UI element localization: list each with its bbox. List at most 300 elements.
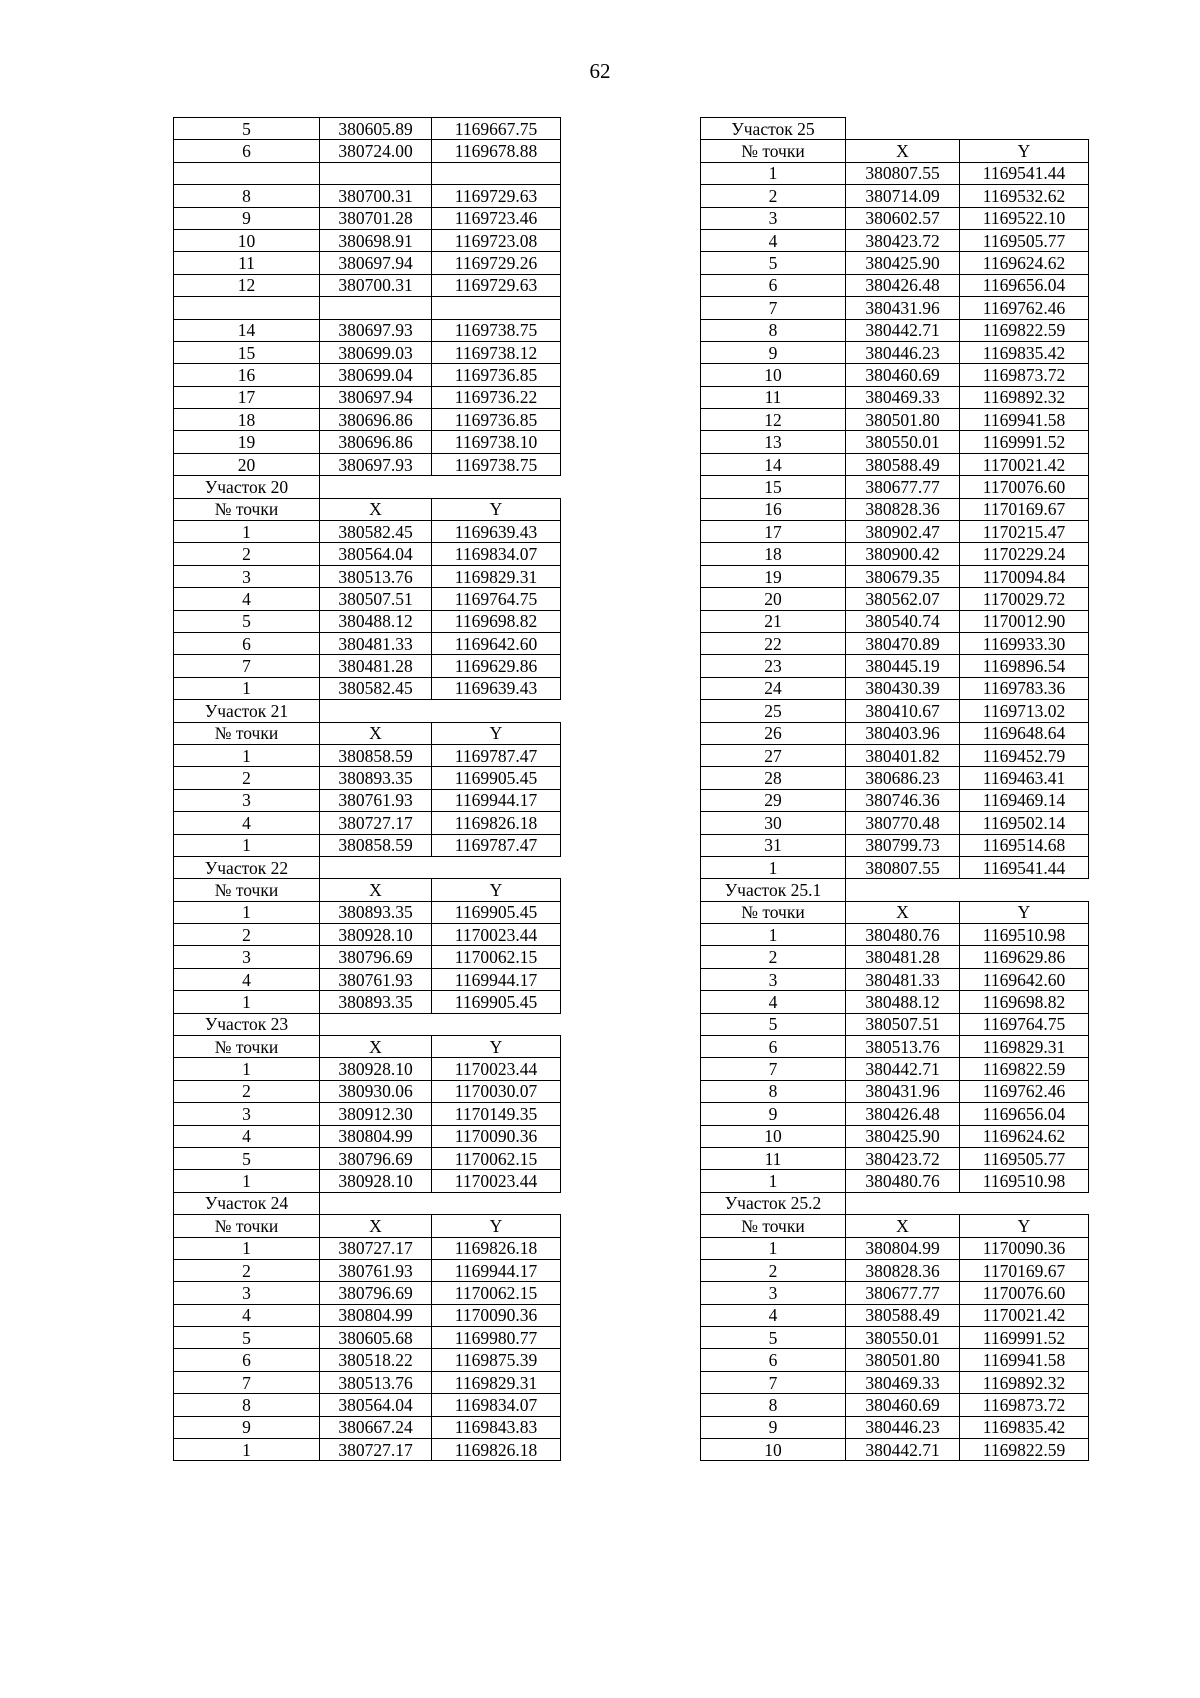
table-row (174, 409, 561, 431)
y-coordinate: 1169991.52 (960, 1327, 1089, 1349)
x-coordinate: 380930.06 (320, 1080, 432, 1102)
point-number: 3 (701, 968, 846, 990)
x-coordinate: 380425.90 (846, 1125, 960, 1147)
y-coordinate: 1170094.84 (960, 565, 1089, 587)
table-row (701, 409, 1089, 431)
coordinates-table-right (700, 117, 1089, 1461)
point-number: 2 (174, 924, 320, 946)
x-coordinate: 380446.23 (846, 1416, 960, 1438)
header-y: Y (432, 879, 561, 901)
x-coordinate: 380796.69 (320, 1147, 432, 1169)
header-y: Y (432, 722, 561, 744)
section-title: Участок 20 (174, 476, 320, 498)
section-title: Участок 24 (174, 1192, 320, 1214)
x-coordinate: 380799.73 (846, 834, 960, 856)
x-coordinate: 380426.48 (846, 1103, 960, 1125)
y-coordinate: 1169667.75 (432, 118, 561, 140)
y-coordinate: 1169678.88 (432, 140, 561, 162)
point-number: 29 (701, 789, 846, 811)
point-number: 7 (701, 1371, 846, 1393)
x-coordinate: 380807.55 (846, 856, 960, 878)
blank-cell (320, 476, 561, 498)
y-coordinate: 1169980.77 (432, 1327, 561, 1349)
point-number: 4 (174, 812, 320, 834)
table-row (174, 185, 561, 207)
y-coordinate: 1170149.35 (432, 1103, 561, 1125)
header-point-number: № точки (174, 879, 320, 901)
x-coordinate: 380430.39 (846, 677, 960, 699)
table-row (701, 1259, 1089, 1281)
point-number: 5 (174, 1147, 320, 1169)
x-coordinate: 380804.99 (846, 1237, 960, 1259)
x-coordinate: 380481.33 (846, 968, 960, 990)
table-row (701, 207, 1089, 229)
x-coordinate: 380602.57 (846, 207, 960, 229)
header-x: X (320, 1036, 432, 1058)
header-x: X (320, 722, 432, 744)
point-number: 7 (174, 1371, 320, 1393)
header-row (701, 901, 1089, 923)
x-coordinate: 380507.51 (320, 588, 432, 610)
table-row (701, 453, 1089, 475)
point-number: 3 (174, 946, 320, 968)
table-row (701, 744, 1089, 766)
y-coordinate: 1169783.36 (960, 677, 1089, 699)
y-coordinate: 1169843.83 (432, 1416, 561, 1438)
section-title-row (174, 856, 561, 878)
y-coordinate: 1169826.18 (432, 1439, 561, 1461)
y-coordinate: 1169502.14 (960, 812, 1089, 834)
x-coordinate: 380893.35 (320, 991, 432, 1013)
section-title-row (174, 700, 561, 722)
x-coordinate: 380893.35 (320, 901, 432, 923)
y-coordinate: 1169642.60 (432, 632, 561, 654)
x-coordinate: 380667.24 (320, 1416, 432, 1438)
header-x: X (320, 498, 432, 520)
y-coordinate: 1169729.63 (432, 274, 561, 296)
y-coordinate: 1169829.31 (432, 565, 561, 587)
table-row (174, 812, 561, 834)
y-coordinate: 1169698.82 (960, 991, 1089, 1013)
header-point-number: № точки (174, 722, 320, 744)
x-coordinate: 380796.69 (320, 946, 432, 968)
table-row (174, 1147, 561, 1169)
x-coordinate: 380564.04 (320, 543, 432, 565)
y-coordinate: 1169826.18 (432, 812, 561, 834)
x-coordinate: 380796.69 (320, 1282, 432, 1304)
header-row (174, 1215, 561, 1237)
x-coordinate: 380582.45 (320, 521, 432, 543)
y-coordinate: 1169738.75 (432, 319, 561, 341)
x-coordinate: 380696.86 (320, 409, 432, 431)
y-coordinate: 1169648.64 (960, 722, 1089, 744)
x-coordinate: 380469.33 (846, 386, 960, 408)
table-row (701, 1080, 1089, 1102)
x-coordinate: 380518.22 (320, 1349, 432, 1371)
blank-cell (320, 1192, 561, 1214)
table-row (701, 1416, 1089, 1438)
x-coordinate: 380403.96 (846, 722, 960, 744)
y-coordinate: 1169873.72 (960, 364, 1089, 386)
y-coordinate: 1169905.45 (432, 991, 561, 1013)
x-coordinate: 380431.96 (846, 297, 960, 319)
point-number: 12 (701, 409, 846, 431)
x-coordinate: 380513.76 (320, 565, 432, 587)
y-coordinate: 1170215.47 (960, 521, 1089, 543)
table-row (701, 834, 1089, 856)
header-y: Y (960, 901, 1089, 923)
y-coordinate: 1169629.86 (960, 946, 1089, 968)
y-coordinate: 1169826.18 (432, 1237, 561, 1259)
y-coordinate: 1169873.72 (960, 1394, 1089, 1416)
header-point-number: № точки (701, 140, 846, 162)
point-number: 3 (701, 1282, 846, 1304)
y-coordinate: 1169510.98 (960, 924, 1089, 946)
header-point-number: № точки (701, 1215, 846, 1237)
table-row (174, 901, 561, 923)
table-row (174, 1304, 561, 1326)
point-number: 17 (701, 521, 846, 543)
point-number: 1 (174, 901, 320, 923)
x-coordinate: 380470.89 (846, 632, 960, 654)
blank-cell (320, 856, 561, 878)
y-coordinate: 1169762.46 (960, 297, 1089, 319)
x-coordinate: 380460.69 (846, 364, 960, 386)
table-row (701, 1439, 1089, 1461)
point-number: 25 (701, 700, 846, 722)
point-number: 4 (174, 1125, 320, 1147)
x-coordinate: 380426.48 (846, 274, 960, 296)
point-number: 27 (701, 744, 846, 766)
x-coordinate: 380488.12 (320, 610, 432, 632)
x-coordinate: 380562.07 (846, 588, 960, 610)
table-row (701, 1170, 1089, 1192)
table-row (174, 1103, 561, 1125)
y-coordinate: 1169723.46 (432, 207, 561, 229)
point-number: 1 (701, 1237, 846, 1259)
x-coordinate: 380858.59 (320, 834, 432, 856)
table-row (701, 924, 1089, 946)
point-number: 8 (701, 319, 846, 341)
x-coordinate: 380900.42 (846, 543, 960, 565)
y-coordinate: 1169829.31 (960, 1036, 1089, 1058)
x-coordinate: 380423.72 (846, 229, 960, 251)
y-coordinate: 1169729.26 (432, 252, 561, 274)
x-coordinate: 380807.55 (846, 162, 960, 184)
y-coordinate: 1169642.60 (960, 968, 1089, 990)
x-coordinate: 380761.93 (320, 789, 432, 811)
table-row (174, 364, 561, 386)
point-number: 10 (174, 229, 320, 251)
y-coordinate: 1170169.67 (960, 1259, 1089, 1281)
x-coordinate: 380431.96 (846, 1080, 960, 1102)
point-number: 5 (174, 1327, 320, 1349)
y-coordinate: 1169729.63 (432, 185, 561, 207)
table-row (701, 162, 1089, 184)
x-coordinate: 380446.23 (846, 341, 960, 363)
point-number: 4 (701, 229, 846, 251)
y-coordinate: 1170062.15 (432, 1147, 561, 1169)
x-coordinate: 380501.80 (846, 1349, 960, 1371)
y-coordinate: 1169738.10 (432, 431, 561, 453)
x-coordinate: 380700.31 (320, 185, 432, 207)
x-coordinate: 380677.77 (846, 476, 960, 498)
point-number: 7 (701, 297, 846, 319)
table-row (174, 632, 561, 654)
table-row (174, 229, 561, 251)
point-number: 19 (174, 431, 320, 453)
y-coordinate: 1169738.75 (432, 453, 561, 475)
x-coordinate: 380588.49 (846, 1304, 960, 1326)
section-title-row (174, 1013, 561, 1035)
y-coordinate: 1170023.44 (432, 1170, 561, 1192)
x-coordinate: 380686.23 (846, 767, 960, 789)
table-row (701, 1013, 1089, 1035)
point-number: 2 (174, 543, 320, 565)
y-coordinate: 1169698.82 (432, 610, 561, 632)
header-row (701, 140, 1089, 162)
table-row (174, 118, 561, 140)
x-coordinate: 380507.51 (846, 1013, 960, 1035)
y-coordinate: 1169822.59 (960, 1058, 1089, 1080)
x-coordinate: 380697.94 (320, 252, 432, 274)
table-row (174, 162, 561, 184)
table-row (701, 431, 1089, 453)
page-number: 62 (589, 59, 611, 83)
y-coordinate: 1169834.07 (432, 1394, 561, 1416)
table-row (701, 1349, 1089, 1371)
x-coordinate: 380727.17 (320, 1439, 432, 1461)
y-coordinate: 1170021.42 (960, 1304, 1089, 1326)
x-coordinate: 380902.47 (846, 521, 960, 543)
table-row (701, 1147, 1089, 1169)
table-row (174, 991, 561, 1013)
y-coordinate: 1170062.15 (432, 946, 561, 968)
x-coordinate: 380550.01 (846, 1327, 960, 1349)
table-row (174, 588, 561, 610)
table-row (701, 297, 1089, 319)
point-number: 19 (701, 565, 846, 587)
point-number: 4 (174, 968, 320, 990)
x-coordinate: 380480.76 (846, 924, 960, 946)
x-coordinate: 380513.76 (846, 1036, 960, 1058)
x-coordinate: 380425.90 (846, 252, 960, 274)
header-point-number: № точки (701, 901, 846, 923)
x-coordinate: 380513.76 (320, 1371, 432, 1393)
point-number: 1 (174, 834, 320, 856)
y-coordinate: 1169736.85 (432, 364, 561, 386)
y-coordinate: 1169514.68 (960, 834, 1089, 856)
table-row (701, 1237, 1089, 1259)
y-coordinate: 1169905.45 (432, 767, 561, 789)
point-number: 18 (174, 409, 320, 431)
x-coordinate: 380588.49 (846, 453, 960, 475)
point-number: 9 (701, 341, 846, 363)
table-row (701, 498, 1089, 520)
table-row (174, 1349, 561, 1371)
x-coordinate: 380679.35 (846, 565, 960, 587)
y-coordinate: 1169463.41 (960, 767, 1089, 789)
point-number: 10 (701, 1439, 846, 1461)
x-coordinate: 380442.71 (846, 1058, 960, 1080)
x-coordinate: 380605.89 (320, 118, 432, 140)
point-number: 6 (701, 1036, 846, 1058)
table-row (174, 610, 561, 632)
y-coordinate: 1169764.75 (960, 1013, 1089, 1035)
y-coordinate: 1169541.44 (960, 856, 1089, 878)
x-coordinate: 380928.10 (320, 1058, 432, 1080)
y-coordinate: 1169522.10 (960, 207, 1089, 229)
point-number: 22 (701, 632, 846, 654)
point-number: 16 (701, 498, 846, 520)
section-title-row (174, 476, 561, 498)
x-coordinate: 380761.93 (320, 1259, 432, 1281)
x-coordinate: 380727.17 (320, 1237, 432, 1259)
header-row (174, 498, 561, 520)
y-coordinate: 1169941.58 (960, 1349, 1089, 1371)
point-number: 11 (701, 386, 846, 408)
x-coordinate: 380858.59 (320, 744, 432, 766)
table-row (174, 431, 561, 453)
y-coordinate: 1169822.59 (960, 319, 1089, 341)
x-coordinate: 380828.36 (846, 1259, 960, 1281)
y-coordinate: 1169656.04 (960, 274, 1089, 296)
point-number: 1 (174, 991, 320, 1013)
header-y: Y (432, 498, 561, 520)
point-number: 3 (701, 207, 846, 229)
header-row (174, 879, 561, 901)
y-coordinate: 1169723.08 (432, 229, 561, 251)
y-coordinate: 1169835.42 (960, 341, 1089, 363)
section-title: Участок 25.1 (701, 879, 846, 901)
table-row (701, 677, 1089, 699)
x-coordinate: 380445.19 (846, 655, 960, 677)
y-coordinate: 1169624.62 (960, 252, 1089, 274)
point-number: 28 (701, 767, 846, 789)
table-row (701, 789, 1089, 811)
y-coordinate: 1169991.52 (960, 431, 1089, 453)
y-coordinate: 1169892.32 (960, 1371, 1089, 1393)
point-number: 3 (174, 789, 320, 811)
table-row (174, 744, 561, 766)
point-number: 8 (701, 1080, 846, 1102)
point-number: 6 (174, 632, 320, 654)
header-x: X (320, 1215, 432, 1237)
y-coordinate: 1170012.90 (960, 610, 1089, 632)
y-coordinate: 1169787.47 (432, 744, 561, 766)
table-row (174, 1394, 561, 1416)
table-row (701, 588, 1089, 610)
table-row (701, 722, 1089, 744)
table-row (701, 1103, 1089, 1125)
x-coordinate (320, 297, 432, 319)
point-number: 1 (701, 1170, 846, 1192)
x-coordinate: 380442.71 (846, 1439, 960, 1461)
table-row (701, 1036, 1089, 1058)
y-coordinate: 1169541.44 (960, 162, 1089, 184)
point-number (174, 162, 320, 184)
table-row (174, 207, 561, 229)
y-coordinate: 1169736.22 (432, 386, 561, 408)
y-coordinate: 1169764.75 (432, 588, 561, 610)
y-coordinate: 1170229.24 (960, 543, 1089, 565)
x-coordinate: 380582.45 (320, 677, 432, 699)
x-coordinate (320, 162, 432, 184)
table-row (174, 297, 561, 319)
point-number: 14 (174, 319, 320, 341)
header-x: X (846, 140, 960, 162)
point-number: 13 (701, 431, 846, 453)
point-number: 14 (701, 453, 846, 475)
y-coordinate: 1169713.02 (960, 700, 1089, 722)
table-row (174, 1282, 561, 1304)
x-coordinate: 380724.00 (320, 140, 432, 162)
section-title-row (701, 1192, 1089, 1214)
table-row (701, 1371, 1089, 1393)
point-number: 5 (701, 1013, 846, 1035)
table-row (701, 632, 1089, 654)
point-number: 1 (701, 856, 846, 878)
x-coordinate: 380701.28 (320, 207, 432, 229)
table-row (701, 655, 1089, 677)
x-coordinate: 380696.86 (320, 431, 432, 453)
point-number: 1 (174, 521, 320, 543)
table-row (174, 319, 561, 341)
table-row (701, 968, 1089, 990)
table-row (174, 140, 561, 162)
point-number: 6 (701, 274, 846, 296)
y-coordinate: 1169892.32 (960, 386, 1089, 408)
header-point-number: № точки (174, 1215, 320, 1237)
point-number: 1 (701, 162, 846, 184)
table-row (701, 946, 1089, 968)
point-number: 3 (174, 1103, 320, 1125)
table-row (174, 453, 561, 475)
y-coordinate: 1169736.85 (432, 409, 561, 431)
point-number: 2 (174, 1080, 320, 1102)
point-number: 5 (701, 252, 846, 274)
x-coordinate: 380770.48 (846, 812, 960, 834)
point-number: 9 (174, 207, 320, 229)
y-coordinate: 1170023.44 (432, 1058, 561, 1080)
point-number: 31 (701, 834, 846, 856)
section-title: Участок 23 (174, 1013, 320, 1035)
point-number: 10 (701, 1125, 846, 1147)
table-row (174, 834, 561, 856)
x-coordinate: 380699.03 (320, 341, 432, 363)
y-coordinate: 1169452.79 (960, 744, 1089, 766)
section-title: Участок 22 (174, 856, 320, 878)
x-coordinate: 380401.82 (846, 744, 960, 766)
point-number: 4 (701, 1304, 846, 1326)
table-row (174, 543, 561, 565)
table-row (701, 1394, 1089, 1416)
y-coordinate: 1169629.86 (432, 655, 561, 677)
point-number: 15 (701, 476, 846, 498)
point-number: 11 (174, 252, 320, 274)
table-row (174, 655, 561, 677)
table-row (701, 812, 1089, 834)
table-row (174, 677, 561, 699)
y-coordinate: 1169639.43 (432, 521, 561, 543)
table-row (174, 341, 561, 363)
header-row (701, 1215, 1089, 1237)
y-coordinate: 1169944.17 (432, 789, 561, 811)
x-coordinate: 380501.80 (846, 409, 960, 431)
x-coordinate: 380677.77 (846, 1282, 960, 1304)
table-row (701, 610, 1089, 632)
point-number: 12 (174, 274, 320, 296)
